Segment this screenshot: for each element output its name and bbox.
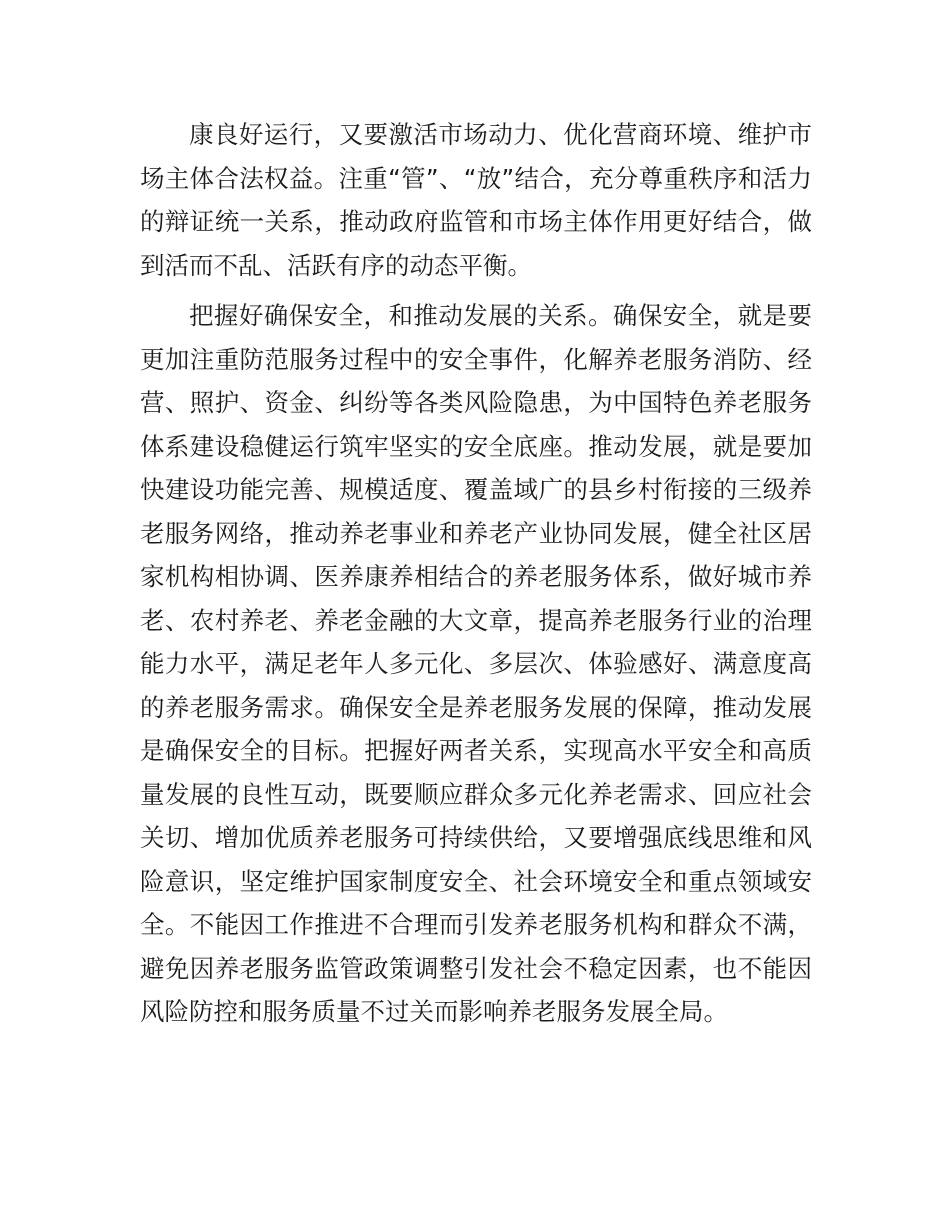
paragraph-2: 把握好确保安全，和推动发展的关系。确保安全，就是要更加注重防范服务过程中的安全事件，化解养老服务消防、经营、照护、资金、纠纷等各类风险隐患，为中国特色养老服务体系建设稳健运行筑牢坚实的安全底座。推动发展，就是要加快建设功能完善、规模适度、覆盖域广的县乡村衔接的三级养老服务网络，推动养老事业和养老产业协同发展，健全社区居家机构相协调、医养康养相结合的养老服务体系，做好城市养老、农村养老、养老金融的大文章，提高养老服务行业的治理能力水平，满足老年人多元化、多层次、体验感好、满意度高的养老服务需求。确保安全是养老服务发展的保障，推动发展是确保安全的目标。把握好两者关系，实现高水平安全和高质量发展的良性互动，既要顺应群众多元化养老需求、回应社会关切、增加优质养老服务可持续供给，又要增强底线思维和风险意识，坚定维护国家制度安全、社会环境安全和重点领域安全。不能因工作推进不合理而引发养老服务机构和群众不满，避免因养老服务监管政策调整引发社会不稳定因素，也不能因风险防控和服务质量不过关而影响养老服务发展全局。 — [140, 301, 812, 1026]
body-text — [140, 113, 812, 1034]
paragraph-1: 康良好运行，又要激活市场动力、优化营商环境、维护市场主体合法权益。注重“管”、“放”结合，充分尊重秩序和活力的辩证统一关系，推动政府监管和市场主体作用更好结合，做到活而不乱、活跃有序的动态平衡。 — [140, 120, 812, 280]
